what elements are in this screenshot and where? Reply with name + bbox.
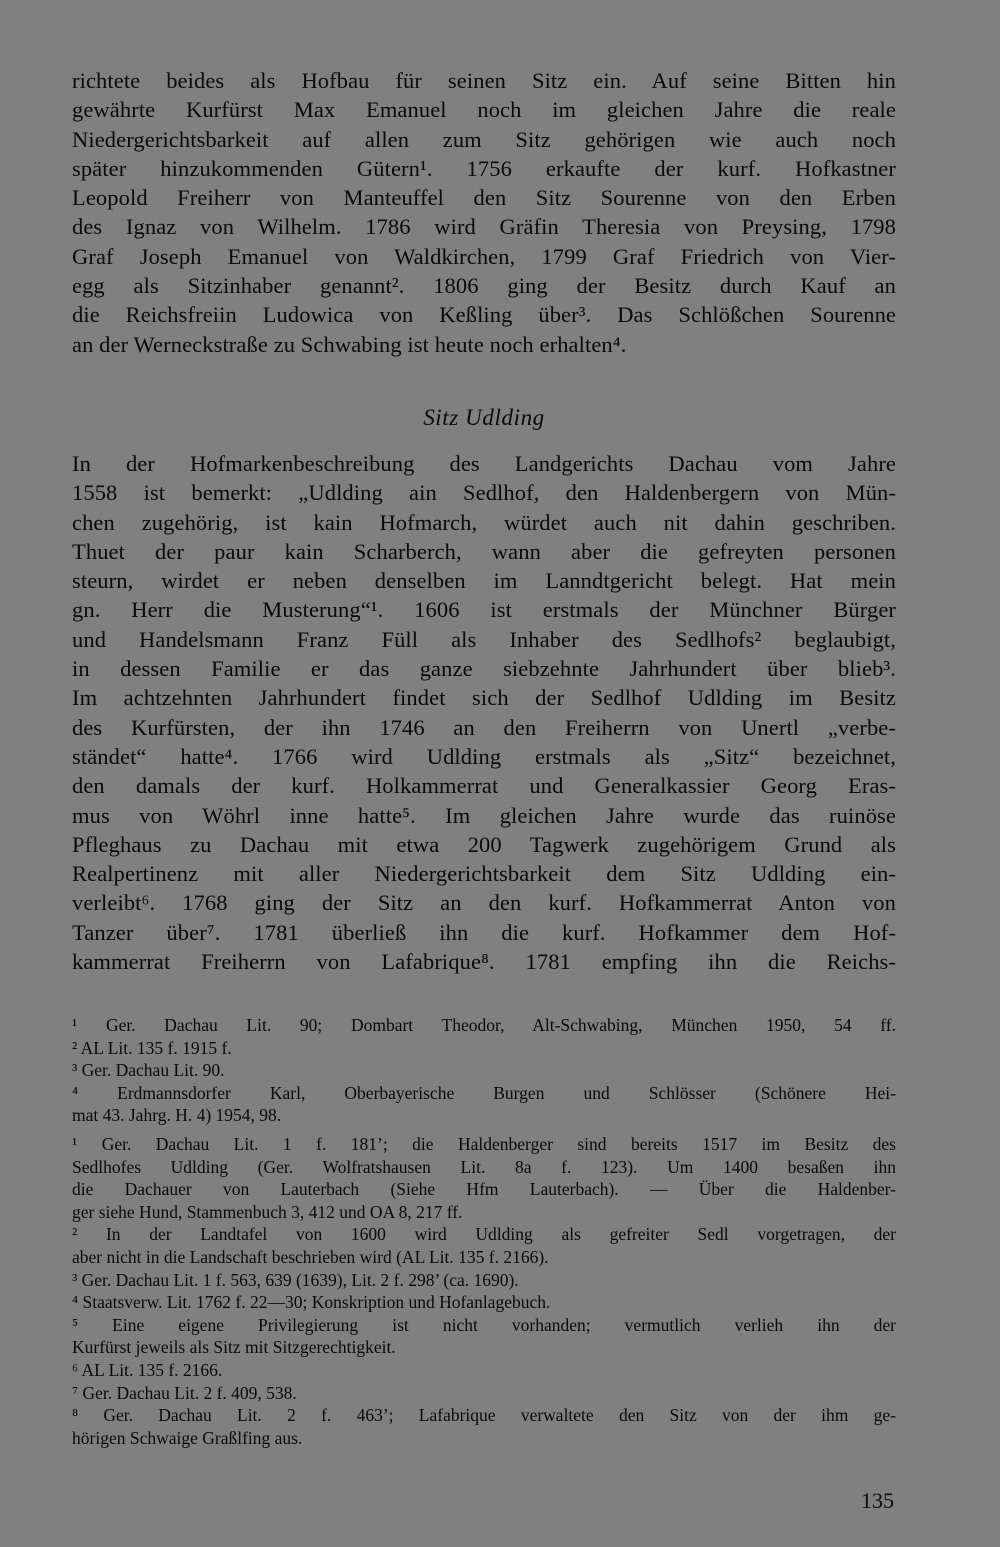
text-line: richtete beides als Hofbau für seinen Sitz ein. Auf seine Bitten hin xyxy=(72,68,896,93)
text-line: Leopold Freiherr von Manteuffel den Sitz Sourenne von den Erben xyxy=(72,185,896,211)
footnote xyxy=(72,1269,896,1292)
footnote-line: ⁷ Ger. Dachau Lit. 2 f. 409, 538. xyxy=(72,1382,297,1403)
text-line: gewährte Kurfürst Max Emanuel noch im gleichen Jahre die reale xyxy=(72,97,896,123)
text-line: in dessen Familie er das ganze siebzehnte Jahrhundert über blieb³. xyxy=(72,656,896,682)
footnote-line: ³ Ger. Dachau Lit. 90. xyxy=(72,1060,225,1081)
section-heading: Sitz Udlding xyxy=(423,404,545,430)
text-line: chen zugehörig, ist kain Hofmarch, würdet auch nit dahin geschriben. xyxy=(72,509,896,535)
text-line: und Handelsmann Franz Füll als Inhaber des Sedlhofs² beglaubigt, xyxy=(72,626,896,652)
text-line: 1558 ist bemerkt: „Udlding ain Sedlhof, den Haldenbergern von Mün- xyxy=(72,480,896,506)
text-line: Im achtzehnten Jahrhundert findet sich der Sedlhof Udlding im Besitz xyxy=(72,685,896,711)
text-line: den damals der kurf. Holkammerrat und Generalkassier Georg Eras- xyxy=(72,773,896,799)
footnote xyxy=(72,1133,896,1223)
text-line: mus von Wöhrl inne hatte⁵. Im gleichen Jahre wurde das ruinöse xyxy=(72,802,896,828)
text-line: des Ignaz von Wilhelm. 1786 wird Gräfin Theresia von Preysing, 1798 xyxy=(72,214,896,240)
footnote xyxy=(72,1014,896,1037)
text-line: steurn, wirdet er neben denselben im Lanndtgericht belegt. Hat mein xyxy=(72,568,896,594)
text-line: verleibt⁶. 1768 ging der Sitz an den kurf. Hofkammerrat Anton von xyxy=(72,890,896,916)
text-line: egg als Sitzinhaber genannt². 1806 ging der Besitz durch Kauf an xyxy=(72,273,896,299)
footnote-line: Sedlhofes Udlding (Ger. Wolfratshausen Lit. 8a f. 123). Um 1400 besaßen ihn xyxy=(72,1156,896,1177)
footnote xyxy=(72,1382,896,1405)
footnote-line: ger siehe Hund, Stammenbuch 3, 412 und OA 8, 217 ff. xyxy=(72,1201,463,1222)
footnote-line: ⁶ AL Lit. 135 f. 2166. xyxy=(72,1359,223,1380)
text-line: kammerrat Freiherrn von Lafabrique⁸. 1781 empfing ihn die Reichs- xyxy=(72,949,896,975)
footnotes-sitz-udlding xyxy=(72,1133,896,1449)
footnote-line: die Dachauer von Lauterbach (Siehe Hfm Lauterbach). — Über die Haldenber- xyxy=(72,1179,896,1200)
footnote-line: ⁵ Eine eigene Privilegierung ist nicht vorhanden; vermutlich verlieh ihn der xyxy=(72,1314,896,1335)
page-number: 135 xyxy=(861,1488,894,1513)
footnote xyxy=(72,1223,896,1268)
text-line: Niedergerichtsbarkeit auf allen zum Sitz gehörigen wie auch noch xyxy=(72,126,896,152)
footnote xyxy=(72,1291,896,1314)
footnote xyxy=(72,1404,896,1449)
text-line: Pfleghaus zu Dachau mit etwa 200 Tagwerk zugehörigem Grund als xyxy=(72,831,896,857)
footnote-line: ⁸ Ger. Dachau Lit. 2 f. 463’; Lafabrique verwaltete den Sitz von der ihm ge- xyxy=(72,1405,896,1426)
footnote-line: ² AL Lit. 135 f. 1915 f. xyxy=(72,1037,232,1058)
text-line: Graf Joseph Emanuel von Waldkirchen, 1799 Graf Friedrich von Vier- xyxy=(72,243,896,269)
text-line: Realpertinenz mit aller Niedergerichtsbarkeit dem Sitz Udlding ein- xyxy=(72,861,896,887)
text-line: gn. Herr die Musterung“¹. 1606 ist erstmals der Münchner Bürger xyxy=(72,597,896,623)
paragraph-2 xyxy=(72,449,896,976)
footnote xyxy=(72,1082,896,1127)
paragraph-1 xyxy=(72,66,896,359)
footnote-line: hörigen Schwaige Graßlfing aus. xyxy=(72,1427,303,1448)
text-line: des Kurfürsten, der ihn 1746 an den Freiherrn von Unertl „verbe- xyxy=(72,714,896,740)
text-line: später hinzukommenden Gütern¹. 1756 erkaufte der kurf. Hofkastner xyxy=(72,155,896,181)
text-line: In der Hofmarkenbeschreibung des Landgerichts Dachau vom Jahre xyxy=(72,450,896,476)
footnote-line: ⁴ Erdmannsdorfer Karl, Oberbayerische Burgen und Schlösser (Schönere Hei- xyxy=(72,1082,896,1103)
footnote-line: mat 43. Jahrg. H. 4) 1954, 98. xyxy=(72,1105,282,1126)
footnote-line: aber nicht in die Landschaft beschrieben wird (AL Lit. 135 f. 2166). xyxy=(72,1246,549,1267)
footnotes xyxy=(72,1014,896,1449)
footnote-line: ² In der Landtafel von 1600 wird Udlding als gefreiter Sedl vorgetragen, der xyxy=(72,1224,896,1245)
footnote xyxy=(72,1059,896,1082)
page-body xyxy=(72,66,896,976)
footnote-line: ³ Ger. Dachau Lit. 1 f. 563, 639 (1639), Lit. 2 f. 298’ (ca. 1690). xyxy=(72,1269,519,1290)
footnote-line: Kurfürst jeweils als Sitz mit Sitzgerechtigkeit. xyxy=(72,1337,396,1358)
text-line: Tanzer über⁷. 1781 überließ ihn die kurf. Hofkammer dem Hof- xyxy=(72,919,896,945)
text-line: an der Werneckstraße zu Schwabing ist heute noch erhalten⁴. xyxy=(72,331,627,357)
footnote xyxy=(72,1314,896,1359)
text-line: die Reichsfreiin Ludowica von Keßling über³. Das Schlößchen Sourenne xyxy=(72,302,896,328)
text-line: ständet“ hatte⁴. 1766 wird Udlding erstmals als „Sitz“ bezeichnet, xyxy=(72,743,896,769)
text-line: Thuet der paur kain Scharberch, wann aber die gefreyten personen xyxy=(72,538,896,564)
footnotes-previous-section xyxy=(72,1014,896,1127)
footnote-line: ¹ Ger. Dachau Lit. 90; Dombart Theodor, Alt-Schwabing, München 1950, 54 ff. xyxy=(72,1015,896,1035)
footnote-line: ¹ Ger. Dachau Lit. 1 f. 181’; die Haldenberger sind bereits 1517 im Besitz des xyxy=(72,1133,896,1154)
footnote xyxy=(72,1037,896,1060)
footnote-line: ⁴ Staatsverw. Lit. 1762 f. 22—30; Konskription und Hofanlagebuch. xyxy=(72,1292,551,1313)
footnote xyxy=(72,1359,896,1382)
